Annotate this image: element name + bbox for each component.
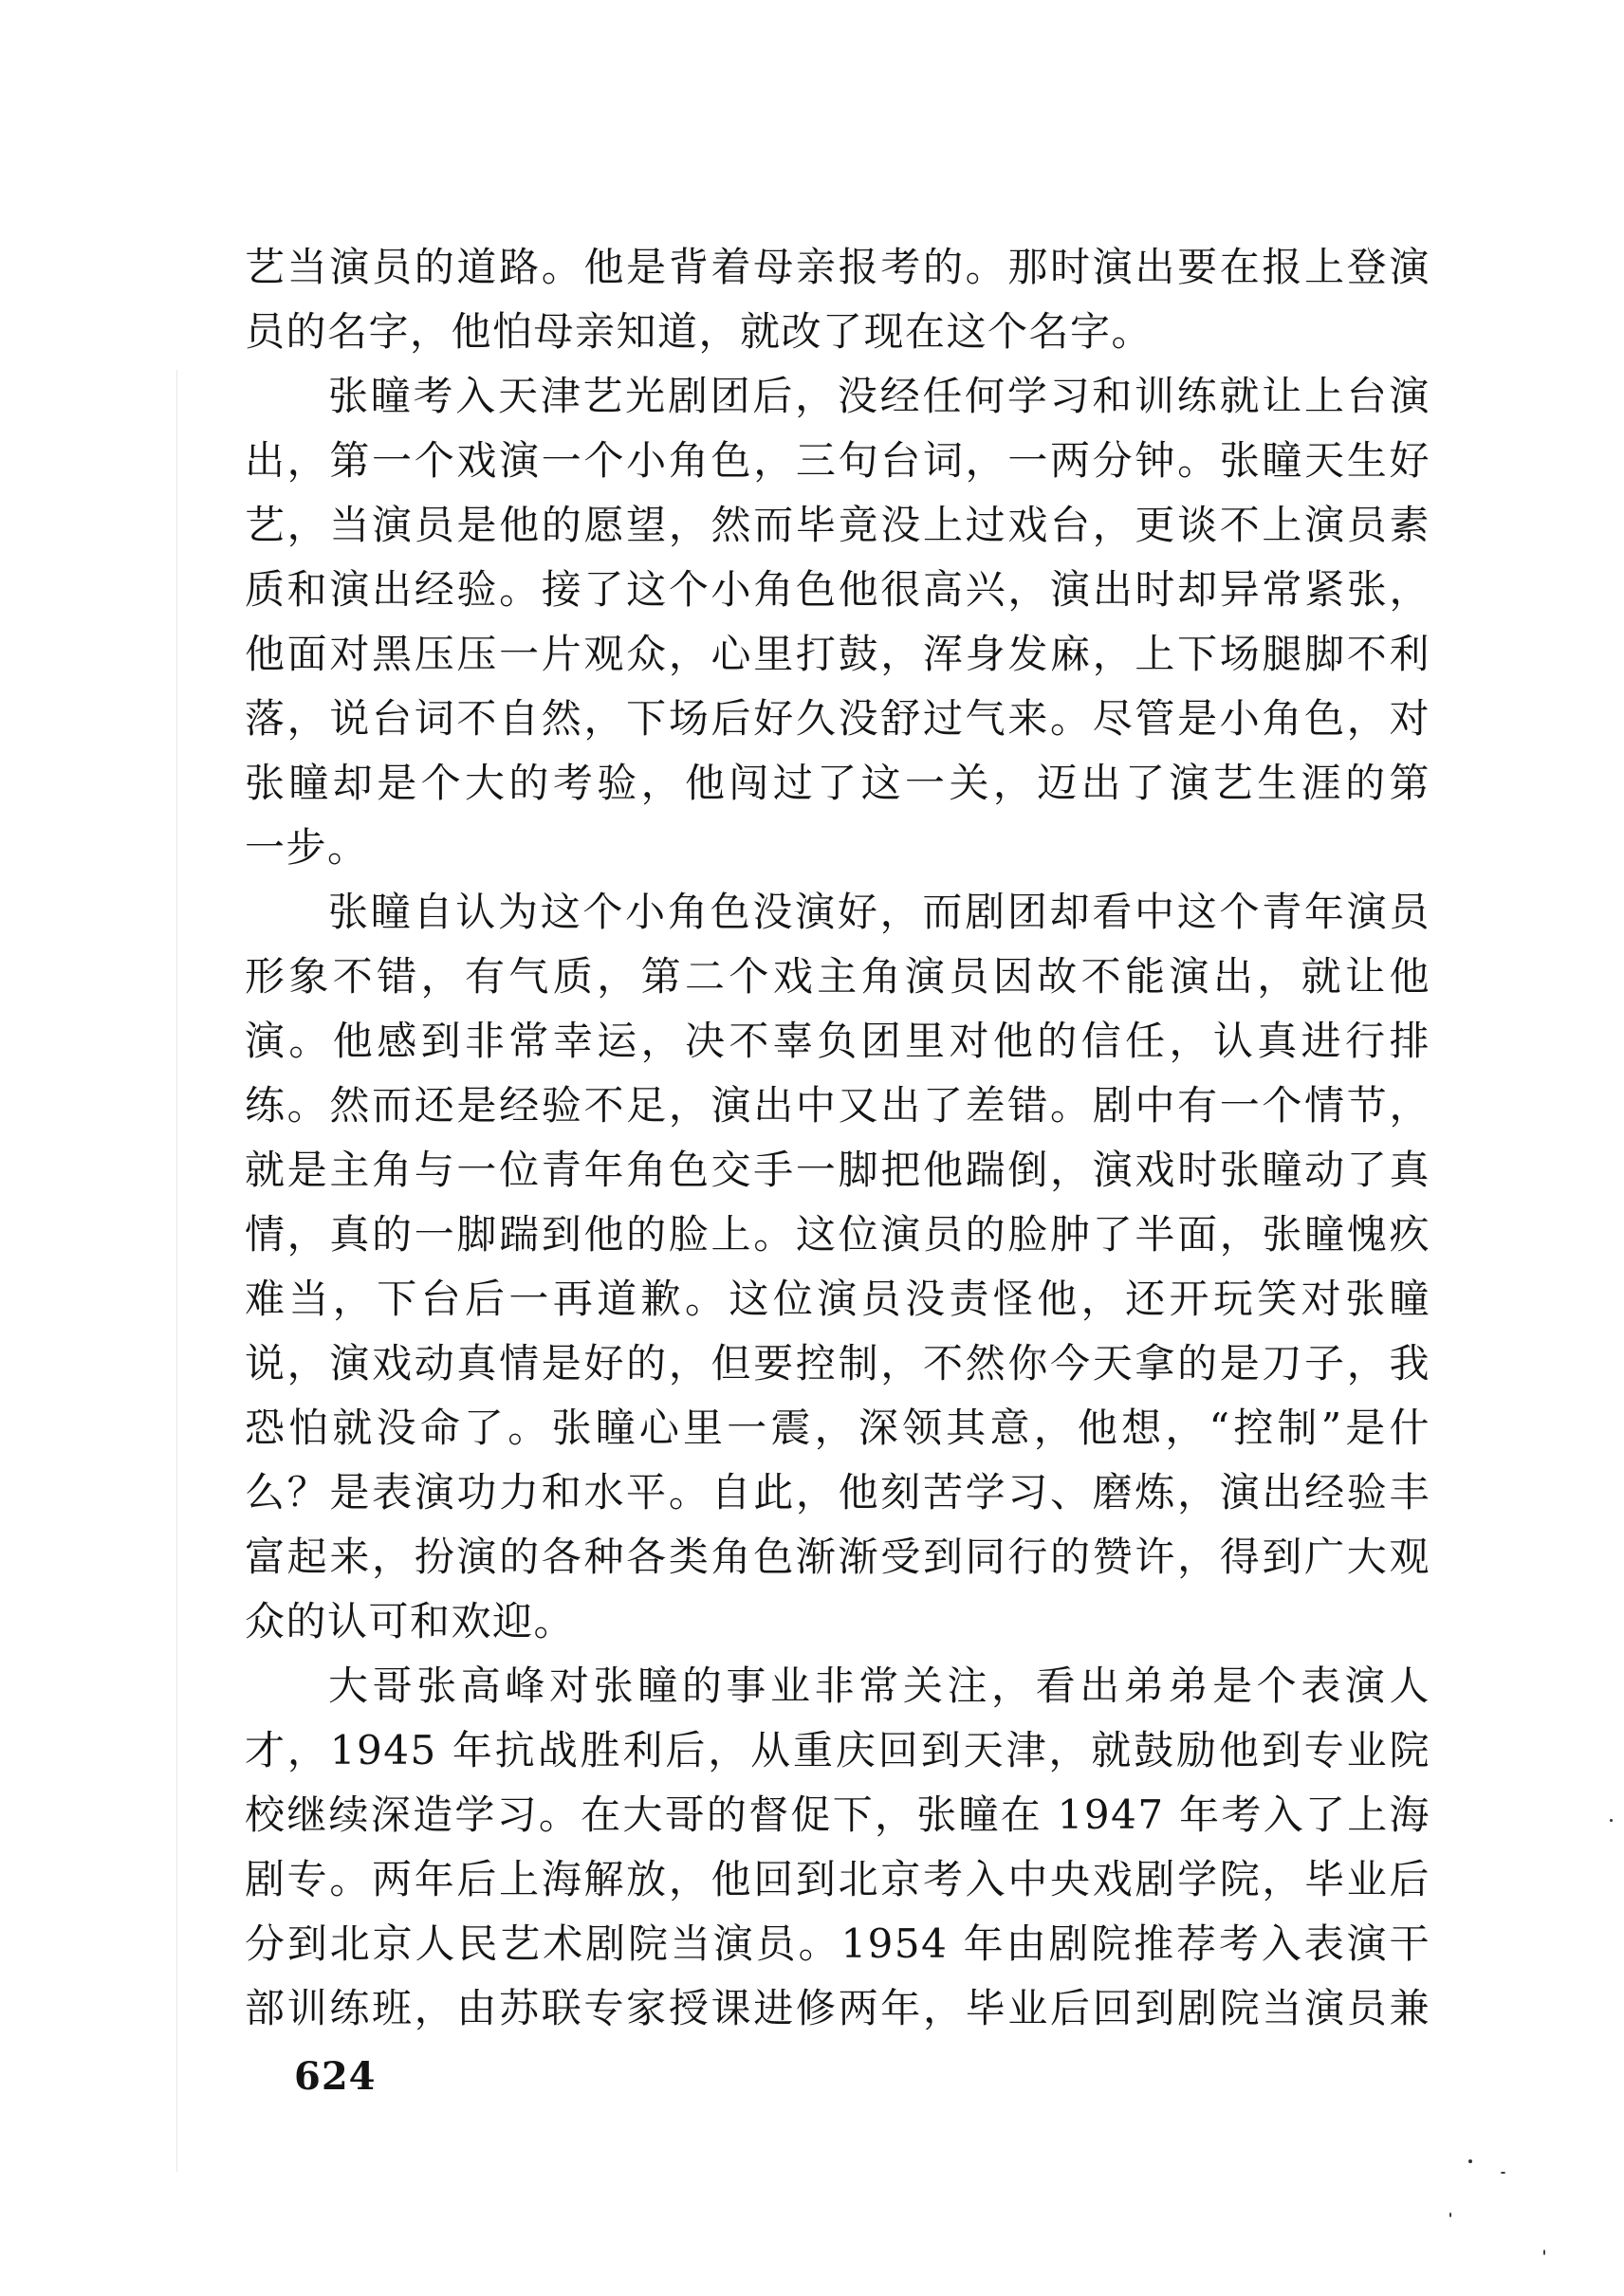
text-line: 部训练班，由苏联专家授课进修两年，毕业后回到剧院当演员兼 — [245, 1985, 1430, 2031]
text-line: 剧专。两年后上海解放，他回到北京考入中央戏剧学院，毕业后 — [245, 1856, 1430, 1902]
page-number: 624 — [294, 2054, 377, 2099]
text-line: 分到北京人民艺术剧院当演员。1954 年由剧院推荐考入表演干 — [245, 1920, 1430, 1967]
text-line: 艺，当演员是他的愿望，然而毕竟没上过戏台，更谈不上演员素 — [245, 502, 1430, 548]
text-line: 一步。 — [245, 824, 369, 871]
text-line: 张瞳却是个大的考验，他闯过了这一关，迈出了演艺生涯的第 — [245, 760, 1430, 806]
scan-margin-shadow — [176, 370, 177, 2172]
text-line: 他面对黑压压一片观众，心里打鼓，浑身发麻，上下场腿脚不利 — [245, 631, 1430, 677]
text-line: 校继续深造学习。在大哥的督促下，张瞳在 1947 年考入了上海 — [245, 1791, 1430, 1838]
text-line: 说，演戏动真情是好的，但要控制，不然你今天拿的是刀子，我 — [245, 1340, 1430, 1387]
text-line: 练。然而还是经验不足，演出中又出了差错。剧中有一个情节， — [245, 1082, 1430, 1129]
text-line: 情，真的一脚踹到他的脸上。这位演员的脸肿了半面，张瞳愧疚 — [245, 1211, 1430, 1258]
text-line: 出，第一个戏演一个小角色，三句台词，一两分钟。张瞳天生好 — [245, 437, 1430, 484]
text-line: 恐怕就没命了。张瞳心里一震，深领其意，他想，“控制”是什 — [245, 1405, 1430, 1451]
text-line: 员的名字，他怕母亲知道，就改了现在这个名字。 — [245, 308, 1153, 355]
text-line: 么？是表演功力和水平。自此，他刻苦学习、磨炼，演出经验丰 — [245, 1469, 1430, 1515]
text-line: 形象不错，有气质，第二个戏主角演员因故不能演出，就让他 — [245, 953, 1430, 1000]
text-line: 张瞳考入天津艺光剧团后，没经任何学习和训练就让上台演 — [328, 373, 1430, 419]
text-line: 落，说台词不自然，下场后好久没舒过气来。尽管是小角色，对 — [245, 695, 1430, 742]
text-line: 富起来，扮演的各种各类角色渐渐受到同行的赞许，得到广大观 — [245, 1534, 1430, 1580]
scan-speck — [1501, 2172, 1505, 2174]
text-line: 就是主角与一位青年角色交手一脚把他踹倒，演戏时张瞳动了真 — [245, 1147, 1430, 1193]
text-line: 才，1945 年抗战胜利后，从重庆回到天津，就鼓励他到专业院 — [245, 1727, 1430, 1773]
text-line: 大哥张高峰对张瞳的事业非常关注，看出弟弟是个表演人 — [328, 1662, 1430, 1709]
body-text — [245, 235, 1430, 2041]
scan-speck — [1543, 2250, 1545, 2255]
text-line: 众的认可和欢迎。 — [245, 1598, 576, 1644]
text-line: 难当，下台后一再道歉。这位演员没责怪他，还开玩笑对张瞳 — [245, 1276, 1430, 1322]
scan-speck — [1449, 2213, 1451, 2217]
scan-speck — [1610, 1819, 1613, 1822]
text-line: 演。他感到非常幸运，决不辜负团里对他的信任，认真进行排 — [245, 1018, 1430, 1064]
text-line: 质和演出经验。接了这个小角色他很高兴，演出时却异常紧张， — [245, 566, 1430, 613]
scan-speck — [1468, 2159, 1472, 2163]
text-line: 张瞳自认为这个小角色没演好，而剧团却看中这个青年演员 — [328, 889, 1430, 935]
text-line: 艺当演员的道路。他是背着母亲报考的。那时演出要在报上登演 — [245, 244, 1430, 290]
